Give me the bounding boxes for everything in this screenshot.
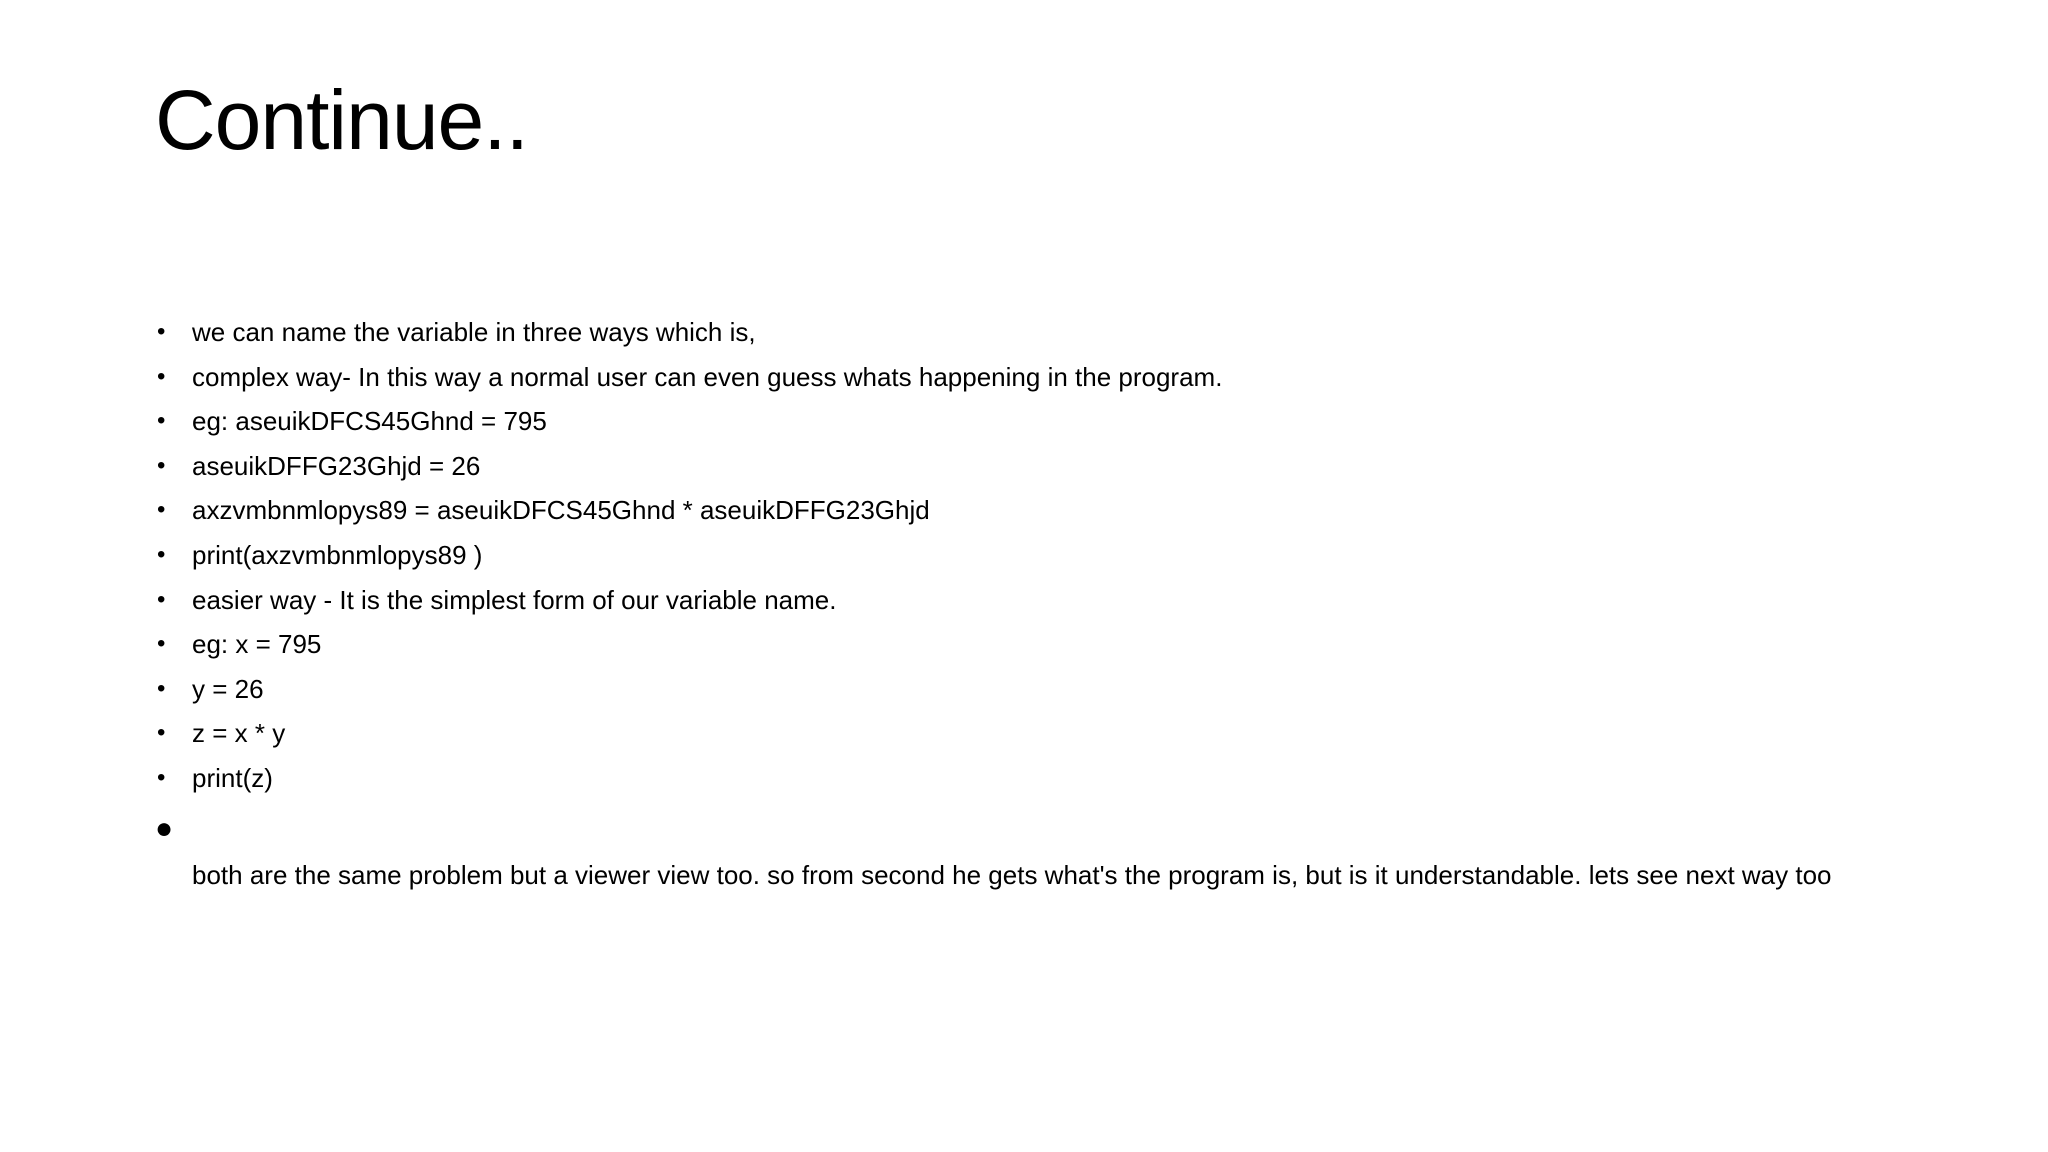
- list-item: [155, 310, 2015, 355]
- bullet-icon: •: [157, 719, 166, 747]
- list-item-text: print(axzvmbnmlopys89 ): [192, 539, 483, 570]
- list-item-closing: [155, 853, 2015, 898]
- bullet-icon: •: [157, 496, 166, 524]
- list-item-text: axzvmbnmlopys89 = aseuikDFCS45Ghnd * aseuikDFFG23Ghjd: [192, 495, 930, 526]
- list-item: [155, 756, 2015, 801]
- list-item: [155, 488, 2015, 533]
- list-item-text: print(z): [192, 762, 273, 793]
- bullet-icon: •: [157, 674, 166, 702]
- bullet-icon: •: [157, 763, 166, 791]
- bullet-icon: •: [157, 540, 166, 568]
- list-item: [155, 355, 2015, 400]
- list-item-text: eg: aseuikDFCS45Ghnd = 795: [192, 406, 547, 437]
- list-item-text: easier way - It is the simplest form of our variable name.: [192, 584, 837, 615]
- list-item: [155, 444, 2015, 489]
- closing-text: both are the same problem but a viewer view too. so from second he gets what's the program is, but is it understandable. lets see next way too: [192, 859, 1832, 890]
- list-item-text: eg: x = 795: [192, 629, 322, 660]
- list-item: [155, 399, 2015, 444]
- slide-title: Continue..: [155, 73, 528, 167]
- list-item-text: complex way- In this way a normal user can even guess whats happening in the program.: [192, 361, 1223, 392]
- list-item: [155, 711, 2015, 756]
- list-item: [155, 533, 2015, 578]
- bullet-icon: •: [157, 630, 166, 658]
- list-item-empty: [155, 801, 2015, 851]
- list-item: [155, 622, 2015, 667]
- list-item-text: z = x * y: [192, 718, 286, 749]
- bullet-icon: ●: [155, 811, 174, 845]
- bullet-list: [155, 310, 2015, 897]
- list-item-text: aseuikDFFG23Ghjd = 26: [192, 450, 481, 481]
- list-item: [155, 667, 2015, 712]
- bullet-icon: •: [157, 585, 166, 613]
- bullet-icon: •: [157, 407, 166, 435]
- list-item-text: we can name the variable in three ways which is,: [192, 317, 756, 347]
- list-item: [155, 578, 2015, 623]
- list-item-text: y = 26: [192, 673, 264, 704]
- bullet-icon: •: [157, 451, 166, 479]
- bullet-icon: •: [157, 318, 166, 345]
- bullet-icon: •: [157, 362, 166, 390]
